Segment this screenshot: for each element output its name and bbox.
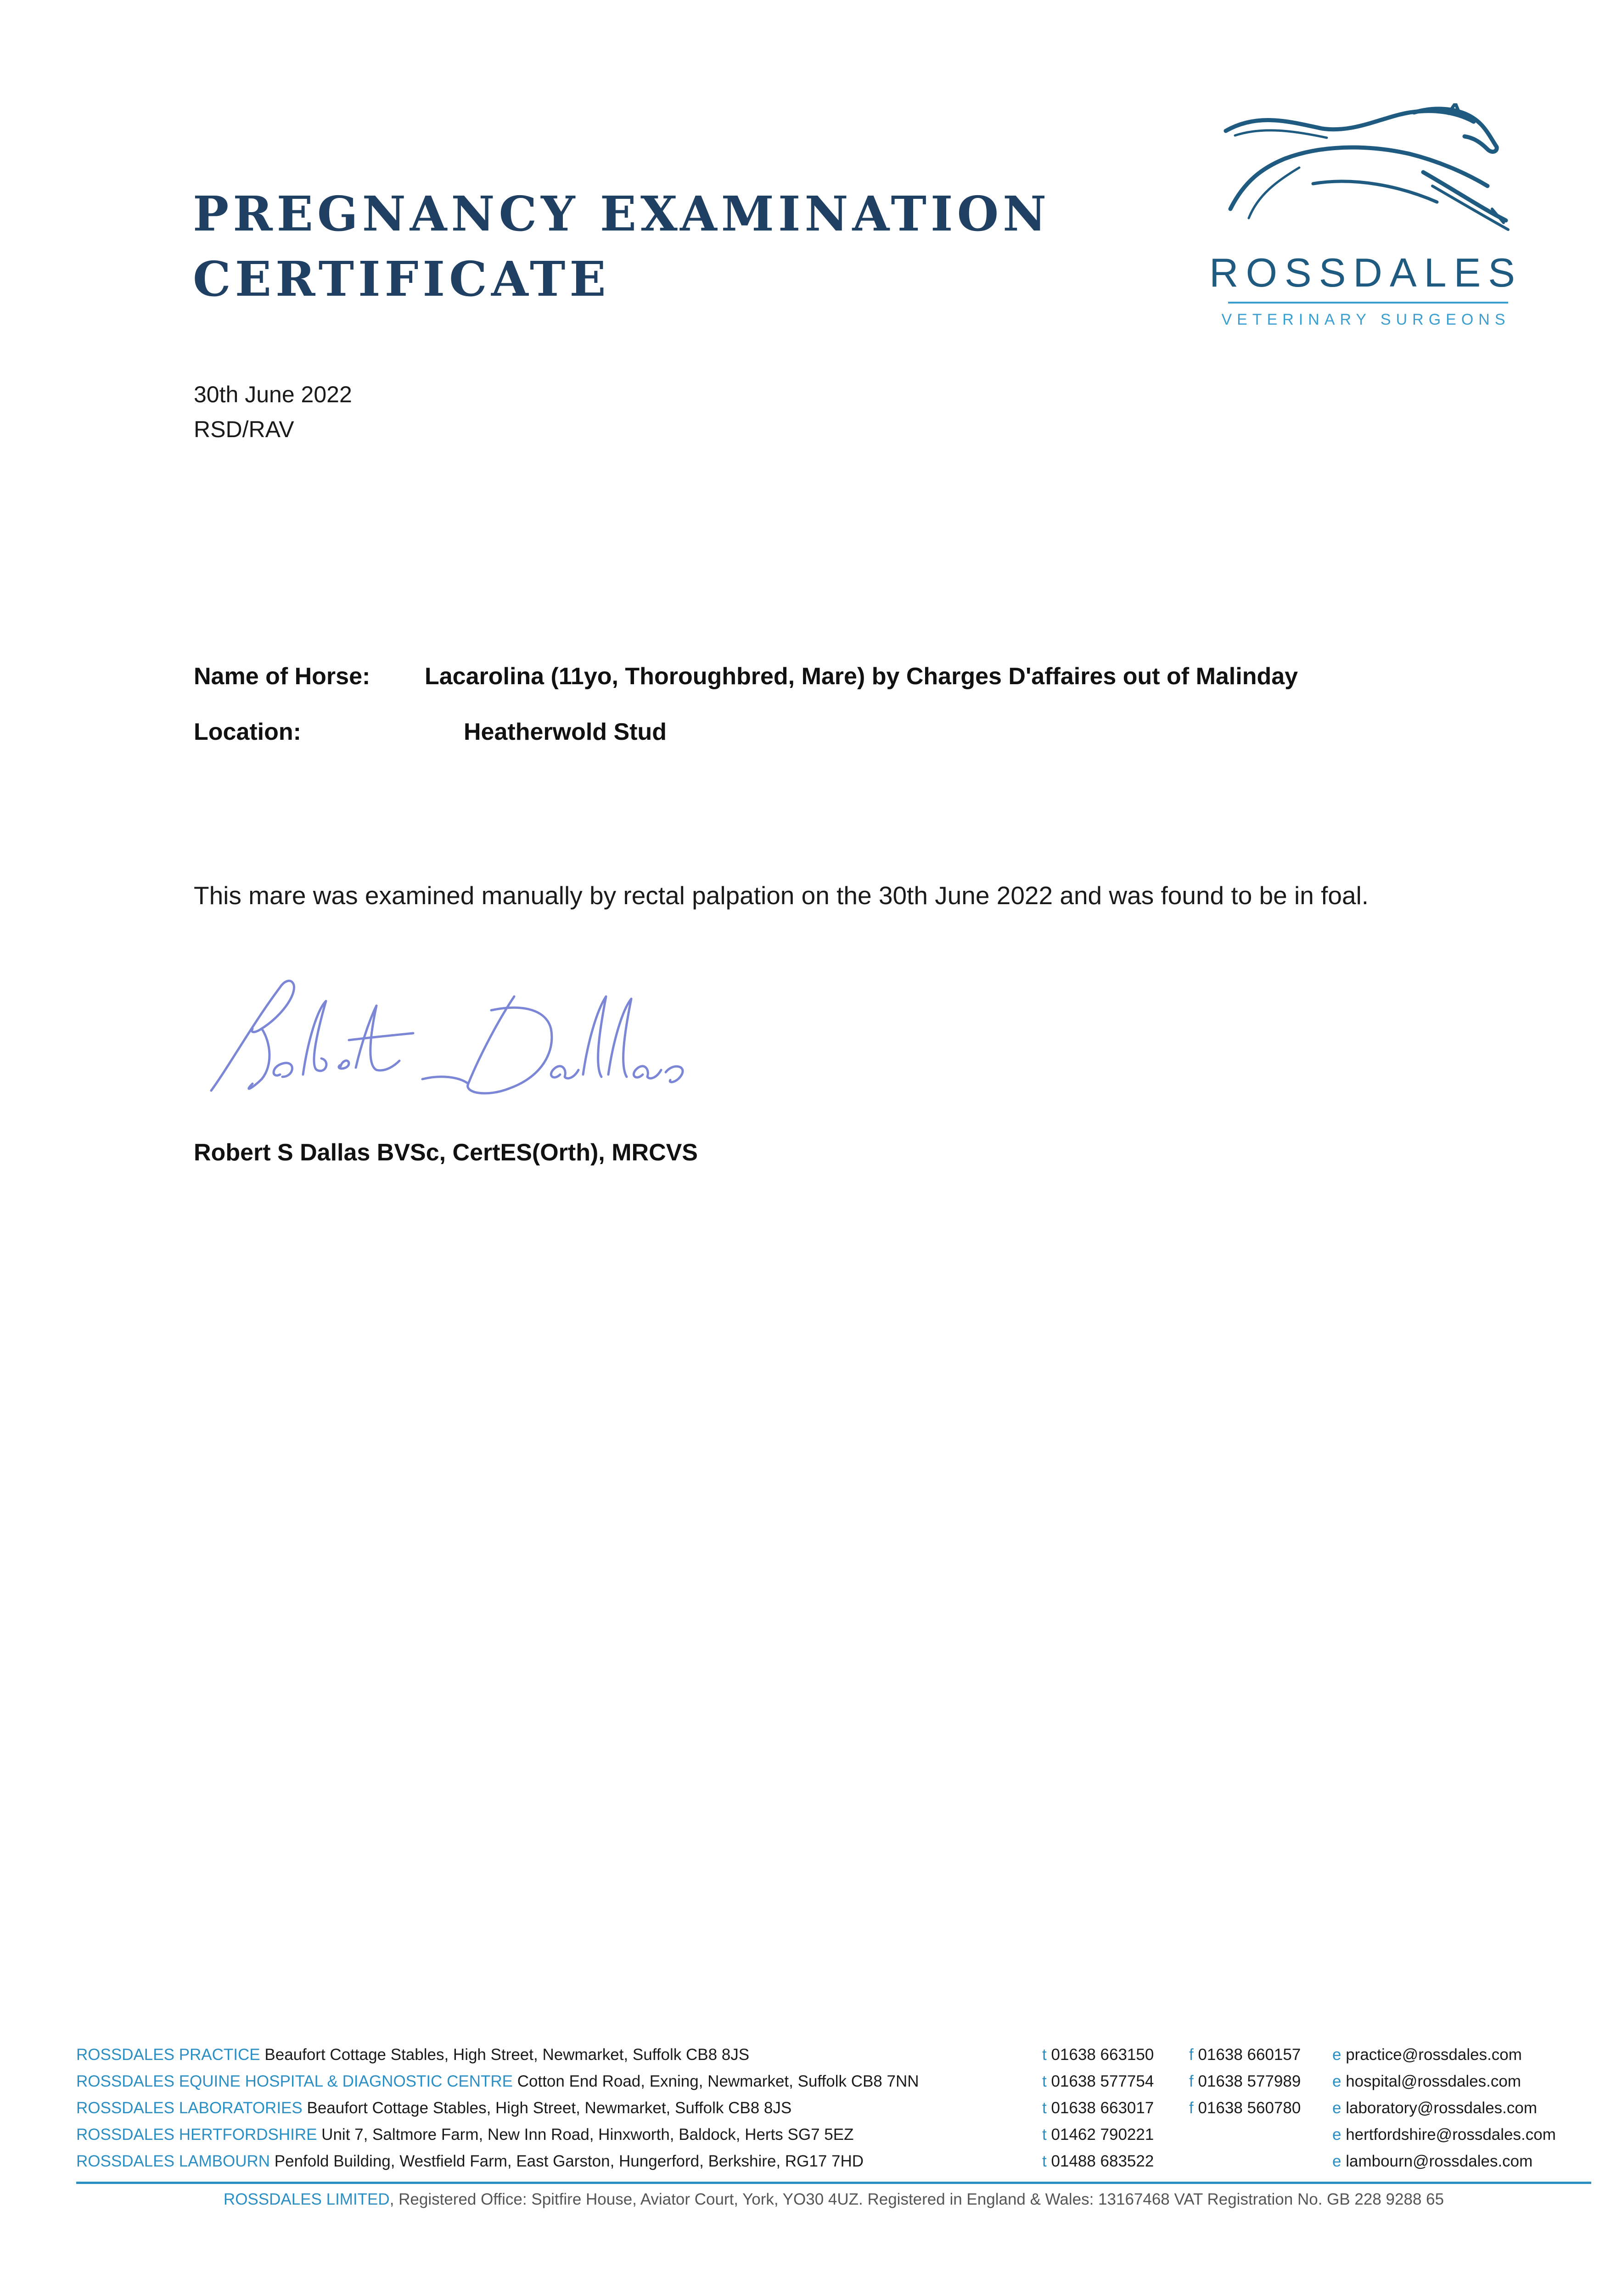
phone-number: 01638 577754: [1051, 2072, 1154, 2090]
branch-name: ROSSDALES LAMBOURN: [76, 2152, 270, 2170]
email-address[interactable]: hospital@rossdales.com: [1346, 2072, 1521, 2090]
branch-address: Cotton End Road, Exning, Newmarket, Suffolk CB8 7NN: [513, 2072, 919, 2090]
rossdales-logo: [1207, 103, 1524, 333]
branch-email[interactable]: [1332, 2046, 1522, 2064]
branch-fax: [1189, 2072, 1301, 2091]
branch-name: ROSSDALES LABORATORIES: [76, 2099, 303, 2117]
fax-prefix: f: [1189, 2046, 1194, 2064]
phone-number: 01462 790221: [1051, 2126, 1154, 2144]
phone-prefix: t: [1042, 2126, 1047, 2144]
email-address[interactable]: hertfordshire@rossdales.com: [1346, 2126, 1556, 2144]
certificate-date: 30th June 2022: [194, 382, 352, 407]
branch-phone: [1042, 2099, 1154, 2117]
footer-contacts: [76, 2046, 1591, 2179]
logo-wordmark: ROSSDALES: [1209, 250, 1522, 295]
branch-address: Penfold Building, Westfield Farm, East Garston, Hungerford, Berkshire, RG17 7HD: [270, 2152, 864, 2170]
branch-address: Beaufort Cottage Stables, High Street, Newmarket, Suffolk CB8 8JS: [302, 2099, 792, 2117]
signature: [193, 960, 698, 1116]
phone-number: 01638 663017: [1051, 2099, 1154, 2117]
email-address[interactable]: lambourn@rossdales.com: [1346, 2152, 1533, 2170]
email-prefix: e: [1332, 2152, 1341, 2170]
fax-prefix: f: [1189, 2072, 1194, 2090]
branch-phone: [1042, 2152, 1154, 2171]
branch-phone: [1042, 2046, 1154, 2064]
horse-name-value: Lacarolina (11yo, Thoroughbred, Mare) by Charges D'affaires out of Malinday: [425, 663, 1298, 690]
signature-image: [193, 960, 698, 1116]
phone-prefix: t: [1042, 2072, 1047, 2090]
branch-name: ROSSDALES PRACTICE: [76, 2046, 260, 2064]
fax-number: 01638 577989: [1198, 2072, 1301, 2090]
email-prefix: e: [1332, 2072, 1341, 2090]
logo-subtitle: VETERINARY SURGEONS: [1221, 311, 1510, 328]
footer-row: [76, 2152, 1591, 2179]
logo-divider: [1228, 302, 1508, 304]
branch-name: ROSSDALES EQUINE HOSPITAL & DIAGNOSTIC CENTRE: [76, 2072, 513, 2090]
location-value: Heatherwold Stud: [464, 719, 667, 745]
footer-row: [76, 2126, 1591, 2152]
branch-name: ROSSDALES HERTFORDSHIRE: [76, 2126, 317, 2144]
location-label: Location:: [194, 719, 301, 745]
page-title: [193, 181, 1051, 312]
branch-email[interactable]: [1332, 2152, 1532, 2171]
horse-name-label: Name of Horse:: [194, 663, 370, 690]
title-line-2: CERTIFICATE: [193, 251, 610, 307]
branch-email[interactable]: [1332, 2072, 1521, 2091]
fax-number: 01638 660157: [1198, 2046, 1301, 2064]
footer-row: [76, 2099, 1591, 2126]
branch-email[interactable]: [1332, 2126, 1556, 2144]
phone-prefix: t: [1042, 2099, 1047, 2117]
email-prefix: e: [1332, 2126, 1341, 2144]
phone-number: 01638 663150: [1051, 2046, 1154, 2064]
branch-phone: [1042, 2126, 1154, 2144]
footer-divider: [76, 2182, 1591, 2184]
title-line-1: PREGNANCY EXAMINATION: [193, 186, 1051, 242]
email-address[interactable]: laboratory@rossdales.com: [1346, 2099, 1538, 2117]
phone-prefix: t: [1042, 2046, 1047, 2064]
branch-fax: [1189, 2099, 1301, 2117]
branch-email[interactable]: [1332, 2099, 1537, 2117]
signatory-name: Robert S Dallas BVSc, CertES(Orth), MRCVS: [194, 1139, 698, 1166]
reference-code: RSD/RAV: [194, 416, 294, 442]
phone-prefix: t: [1042, 2152, 1047, 2170]
footer-row: [76, 2072, 1591, 2099]
fax-prefix: f: [1189, 2099, 1194, 2117]
branch-fax: [1189, 2046, 1301, 2064]
footer-company-info: [76, 2190, 1591, 2209]
horse-icon: [1217, 103, 1515, 241]
email-prefix: e: [1332, 2099, 1341, 2117]
branch-address: Beaufort Cottage Stables, High Street, Newmarket, Suffolk CB8 8JS: [260, 2046, 750, 2064]
email-address[interactable]: practice@rossdales.com: [1346, 2046, 1522, 2064]
branch-phone: [1042, 2072, 1154, 2091]
email-prefix: e: [1332, 2046, 1341, 2064]
footer-row: [76, 2046, 1591, 2072]
company-details: , Registered Office: Spitfire House, Aviator Court, York, YO30 4UZ. Registered in England & Wales: 13167468 VAT Registration No. GB 228 9288 65: [389, 2190, 1444, 2208]
company-name: ROSSDALES LIMITED: [223, 2190, 390, 2208]
phone-number: 01488 683522: [1051, 2152, 1154, 2170]
branch-address: Unit 7, Saltmore Farm, New Inn Road, Hinxworth, Baldock, Herts SG7 5EZ: [317, 2126, 854, 2144]
fax-number: 01638 560780: [1198, 2099, 1301, 2117]
examination-statement: This mare was examined manually by rectal palpation on the 30th June 2022 and was found to be in foal.: [194, 881, 1369, 910]
